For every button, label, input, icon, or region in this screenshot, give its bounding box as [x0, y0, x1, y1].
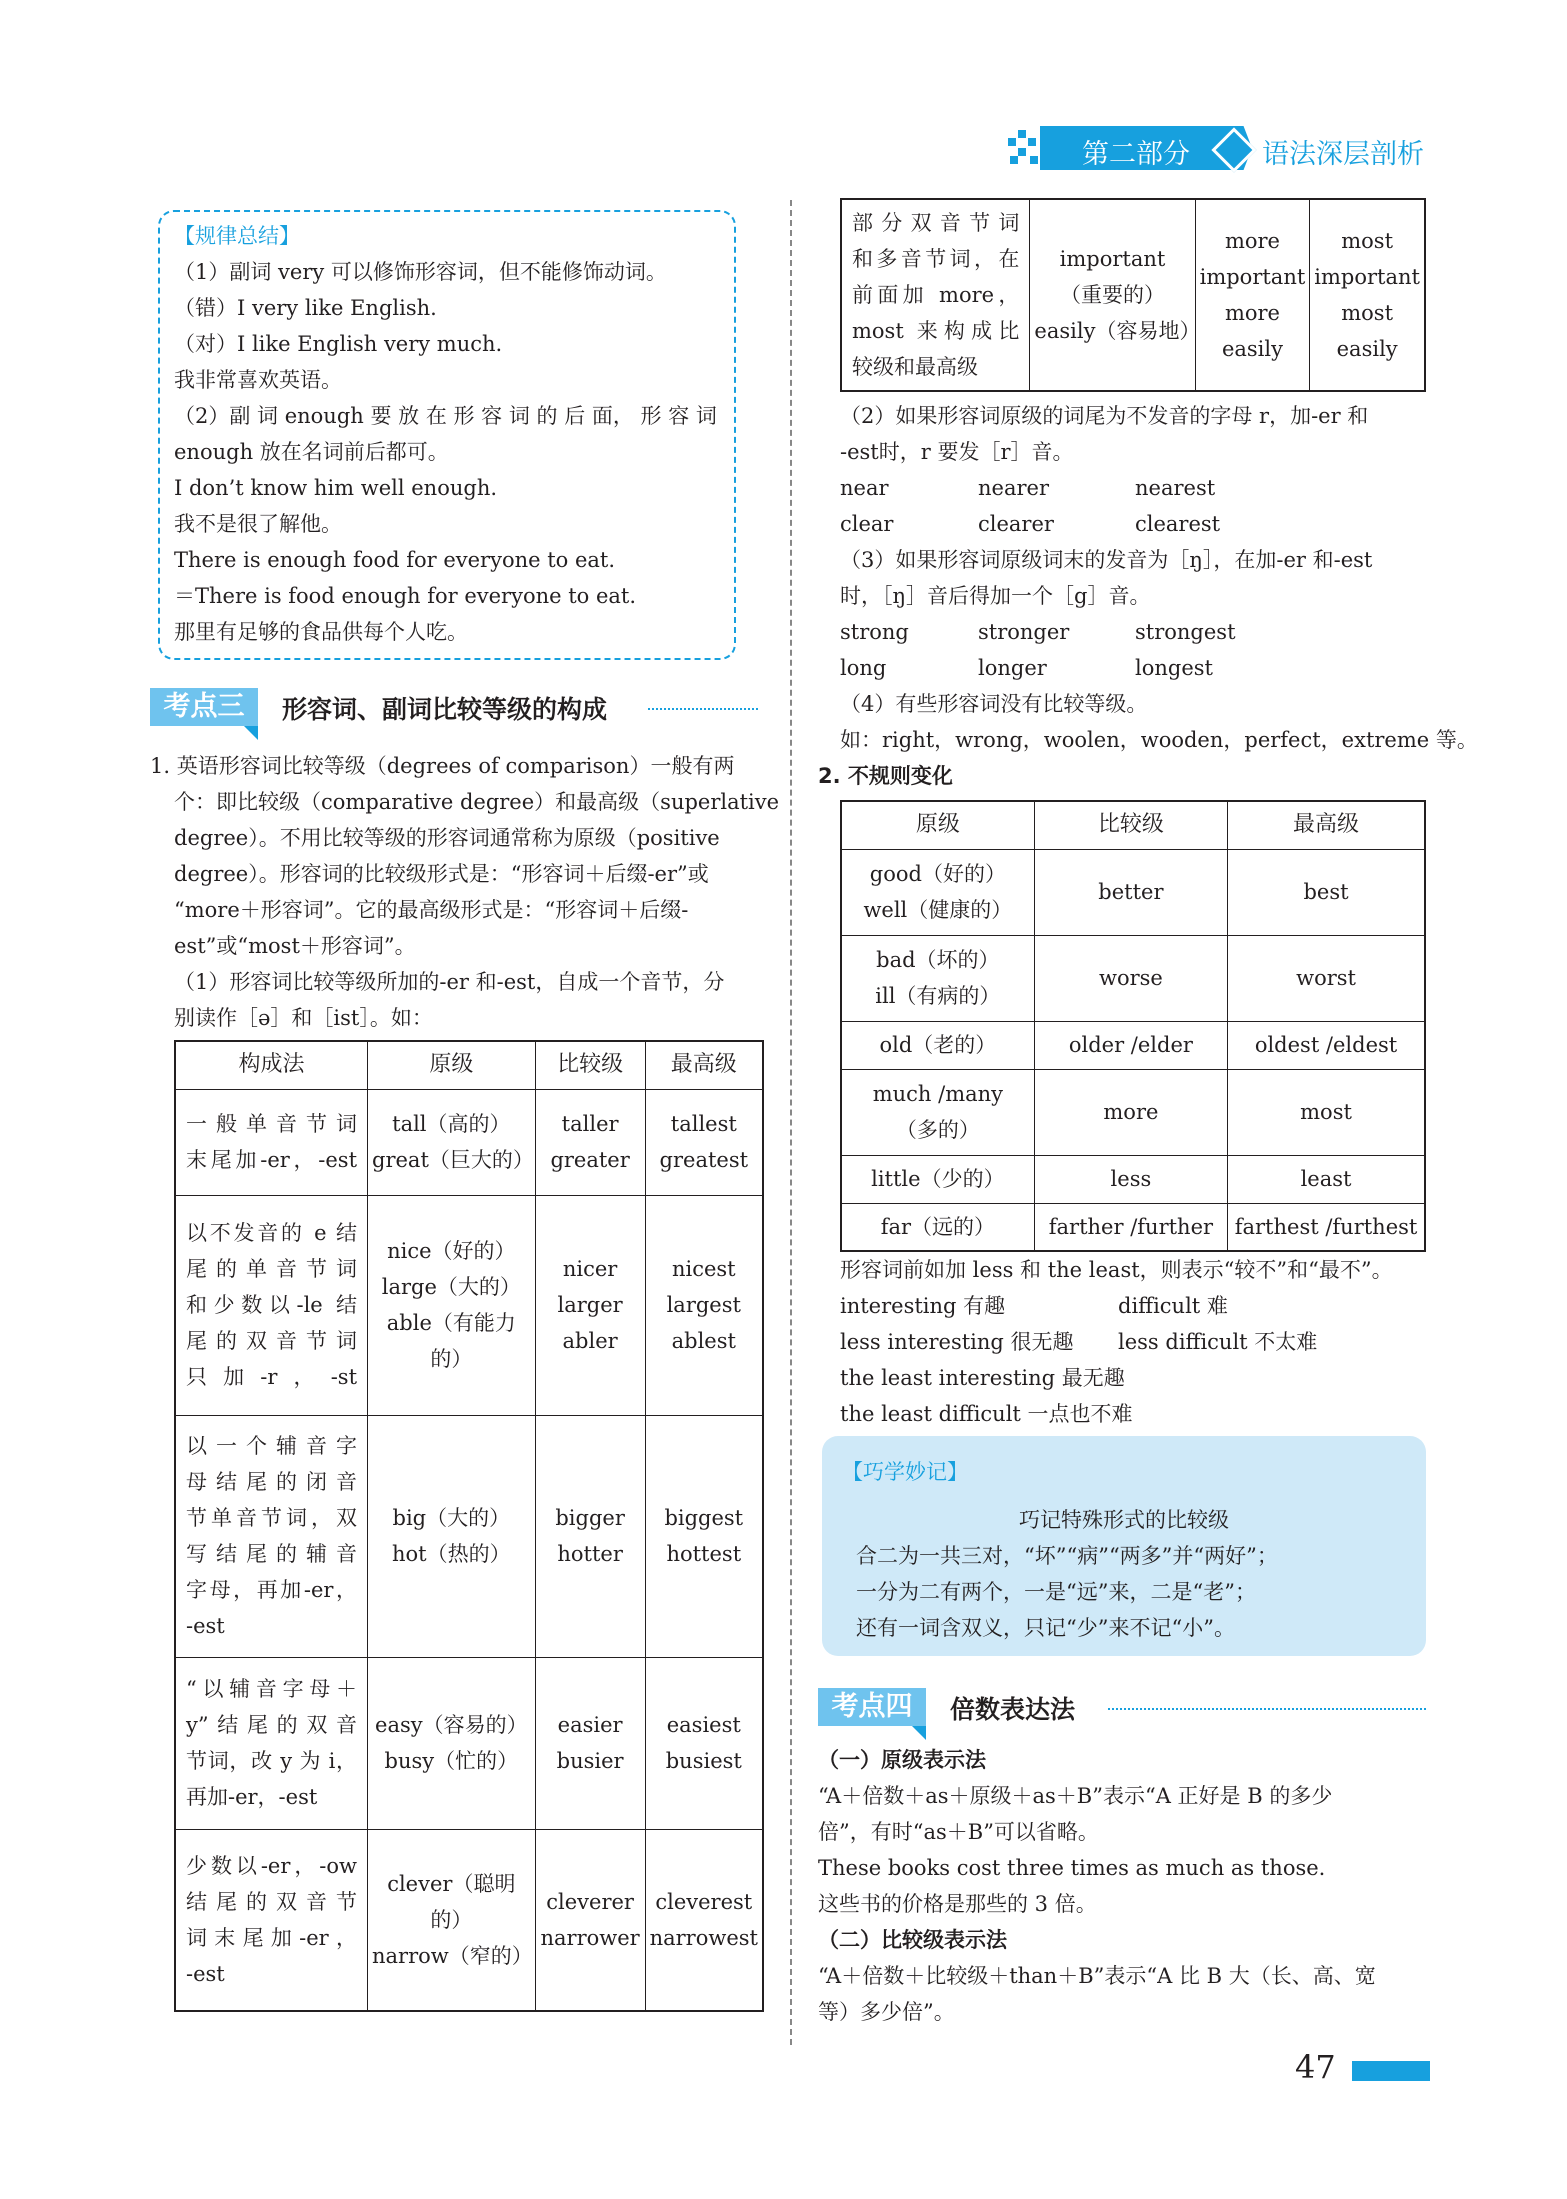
comparative-cell: more	[1034, 1069, 1227, 1155]
table-row	[841, 1155, 1425, 1203]
table-row	[841, 199, 1425, 391]
cell-text: tall（高的）	[392, 1112, 511, 1136]
table-header-cell: 原级	[841, 801, 1034, 849]
cell-text: 少数以-er，-ow	[186, 1853, 358, 1878]
cell-text: 再加-er，-est	[186, 1785, 318, 1809]
irregular-table	[840, 800, 1426, 1252]
word: the least difficult 一点也不难	[840, 1402, 1133, 1426]
cell-text: 词末尾加-er，	[186, 1925, 358, 1950]
table-row	[175, 1657, 763, 1829]
cell-text: good（好的）	[869, 862, 1006, 886]
cell-text: larger	[557, 1293, 623, 1317]
cell-text: easily	[1221, 337, 1283, 361]
memo-title: 巧记特殊形式的比较级	[1019, 1508, 1229, 1532]
kaodian4-tag: 考点四	[818, 1688, 926, 1726]
paragraph-line: These books cost three times as much as those.	[818, 1856, 1326, 1880]
paragraph-line: 形容词前如加 less 和 the least，则表示“较不”和“最不”。	[840, 1258, 1393, 1282]
word: longest	[1135, 656, 1213, 680]
cell-text: easiest	[666, 1713, 741, 1737]
positive-cell	[841, 1021, 1034, 1069]
cell-text: far（远的）	[880, 1214, 996, 1239]
cell-text: 和多音节词，在	[852, 247, 1020, 271]
cell-text: narrower	[540, 1925, 640, 1950]
cell-text: easily	[1336, 337, 1398, 361]
table-header-row	[175, 1041, 763, 1089]
table-row	[841, 935, 1425, 1021]
cell-text: （多的）	[895, 1118, 980, 1142]
method-cell	[175, 1829, 368, 2011]
cell-text: 以一个辅音字	[186, 1434, 358, 1458]
paragraph-line: 1. 英语形容词比较等级（degrees of comparison）一般有两	[150, 754, 735, 778]
rule-line: 我非常喜欢英语。	[174, 368, 342, 392]
superlative-cell	[645, 1089, 763, 1195]
cell-text: -est	[186, 1961, 225, 1986]
cell-text: busy（忙的）	[384, 1749, 519, 1773]
cell-text: 字母，再加-er，	[186, 1578, 358, 1602]
positive-cell	[841, 1155, 1034, 1203]
paragraph-line: 时，［ŋ］音后得加一个［g］音。	[840, 584, 1151, 608]
cell-text: easily（容易地）	[1034, 319, 1201, 343]
rule-line: （错）I very like English.	[174, 296, 437, 320]
word: clear	[840, 512, 894, 536]
word: the least interesting 最无趣	[840, 1366, 1125, 1390]
positive-cell	[841, 1069, 1034, 1155]
table-row	[841, 849, 1425, 935]
cell-text: nicer	[562, 1257, 618, 1281]
table-header-cell: 原级	[368, 1041, 536, 1089]
positive-cell	[1030, 199, 1201, 391]
table-row	[841, 1069, 1425, 1155]
paragraph-line: “A＋倍数＋as＋原级＋as＋B”表示“A 正好是 B 的多少	[818, 1784, 1333, 1808]
superlative-cell: farthest /furthest	[1228, 1203, 1425, 1251]
cell-text: narrowest	[649, 1925, 758, 1950]
superlative-cell: worst	[1228, 935, 1425, 1021]
superlative-cell	[645, 1829, 763, 2011]
cell-text: little（少的）	[871, 1167, 1005, 1191]
header-title: 语法深层剖析	[1262, 139, 1424, 170]
cell-text: easy（容易的）	[375, 1713, 528, 1737]
paragraph-line: （4）有些形容词没有比较等级。	[840, 692, 1148, 716]
cell-text: taller	[561, 1112, 619, 1136]
cell-text: ill（有病的）	[875, 984, 1001, 1008]
word: difficult 难	[1118, 1294, 1228, 1318]
cell-text: 只加-r，-st	[186, 1365, 358, 1389]
rule-line: ＝There is food enough for everyone to eat.	[174, 584, 637, 608]
word: stronger	[978, 620, 1070, 644]
superlative-cell	[1310, 199, 1425, 391]
table-row	[175, 1195, 763, 1415]
cell-text: 一般单音节词	[186, 1112, 358, 1136]
paragraph-line: est”或“most＋形容词”。	[174, 934, 416, 958]
cell-text: 末尾加-er，-est	[186, 1148, 358, 1172]
page-number-bar	[1352, 2061, 1430, 2081]
positive-cell	[368, 1657, 536, 1829]
paragraph-line: “more＋形容词”。它的最高级形式是：“形容词＋后缀-	[174, 898, 689, 922]
paragraph-line: 等）多少倍”。	[818, 2000, 955, 2024]
method-cell	[175, 1415, 368, 1657]
header-part: 第二部分	[1082, 139, 1190, 170]
paragraph-line: （1）形容词比较等级所加的-er 和-est，自成一个音节，分	[174, 970, 725, 994]
cell-text: 节单音节词，双	[186, 1506, 358, 1530]
table-header-row	[841, 801, 1425, 849]
comparative-cell: farther /further	[1034, 1203, 1227, 1251]
method-cell	[175, 1195, 368, 1415]
cell-text: 写结尾的辅音	[186, 1542, 358, 1566]
irregular-heading: 2. 不规则变化	[818, 764, 953, 788]
rule-line: （1）副词 very 可以修饰形容词，但不能修饰动词。	[174, 260, 667, 284]
positive-cell	[841, 935, 1034, 1021]
cell-text: hot（热的）	[392, 1542, 511, 1566]
table-header-cell: 比较级	[535, 1041, 645, 1089]
comparative-cell: better	[1034, 849, 1227, 935]
cell-text: greater	[550, 1148, 630, 1172]
superlative-cell	[645, 1657, 763, 1829]
cell-text: 尾的单音节词	[186, 1257, 358, 1281]
rule-summary-title: 【规律总结】	[174, 224, 300, 248]
cell-text: 部分双音节词	[852, 211, 1020, 235]
cell-text: greatest	[659, 1148, 749, 1172]
paragraph-line: 这些书的价格是那些的 3 倍。	[818, 1892, 1097, 1916]
cell-text: important	[1059, 247, 1166, 271]
superlative-cell: best	[1228, 849, 1425, 935]
cell-text: cleverest	[655, 1889, 753, 1914]
kaodian4-title: 倍数表达法	[950, 1695, 1076, 1724]
cell-text: most 来构成比	[852, 319, 1020, 343]
word: longer	[978, 656, 1047, 680]
cell-text: 母结尾的闭音	[186, 1470, 358, 1494]
column-divider	[790, 200, 792, 2045]
cell-text: busier	[556, 1749, 624, 1773]
cell-text: great（巨大的）	[372, 1148, 534, 1172]
positive-cell	[368, 1195, 536, 1415]
comparative-cell: worse	[1034, 935, 1227, 1021]
positive-cell	[841, 849, 1034, 935]
comparative-cell: less	[1034, 1155, 1227, 1203]
page-number: 47	[1295, 2048, 1336, 2086]
word: clearer	[978, 512, 1054, 536]
cell-text: busiest	[665, 1749, 742, 1773]
cell-text: hottest	[666, 1542, 742, 1566]
cell-text: 前面加 more，	[852, 283, 1020, 307]
word: clearest	[1135, 512, 1221, 536]
positive-cell	[841, 1203, 1034, 1251]
cell-text: clever（聪明的）	[387, 1871, 516, 1932]
cell-text: nicest	[671, 1257, 736, 1281]
rule-line: enough 放在名词前后都可。	[174, 440, 449, 464]
cell-text: 较级和最高级	[852, 355, 978, 379]
cell-text: important	[1199, 265, 1306, 289]
method-cell	[175, 1089, 368, 1195]
comparative-cell	[535, 1089, 645, 1195]
table-row	[841, 1021, 1425, 1069]
cell-text: bigger	[555, 1506, 625, 1530]
cell-text: important	[1314, 265, 1420, 289]
cell-text: tallest	[670, 1112, 737, 1136]
word: nearer	[978, 476, 1049, 500]
kaodian4-dots	[1108, 1708, 1426, 1710]
kaodian3-tag: 考点三	[150, 688, 258, 726]
cell-text: able（有能力的）	[386, 1311, 516, 1371]
table-header-cell: 最高级	[1228, 801, 1425, 849]
memo-line: 一分为二有两个，一是“远”来，二是“老”；	[856, 1580, 1256, 1604]
cell-text: hotter	[557, 1542, 623, 1566]
table-header-cell: 最高级	[645, 1041, 763, 1089]
paragraph-line: -est时，r 要发［r］音。	[840, 440, 1074, 464]
cell-text: “以辅音字母＋	[186, 1677, 358, 1701]
comparative-cell: older /elder	[1034, 1021, 1227, 1069]
comparison-table	[174, 1040, 764, 2012]
word: interesting 有趣	[840, 1294, 1006, 1318]
positive-cell	[368, 1415, 536, 1657]
paragraph-line: degree）。形容词的比较级形式是：“形容词＋后缀-er”或	[174, 862, 709, 886]
section-er-heading: （二）比较级表示法	[818, 1928, 1007, 1952]
cell-text: narrow（窄的）	[372, 1943, 533, 1968]
cell-text: -est	[186, 1614, 225, 1638]
cell-text: much /many	[872, 1082, 1004, 1106]
comparative-cell	[1195, 199, 1310, 391]
method-cell	[841, 199, 1030, 391]
cell-text: 尾的双音节词	[186, 1329, 358, 1353]
cell-text: largest	[666, 1293, 741, 1317]
superlative-cell: most	[1228, 1069, 1425, 1155]
rule-line: （对）I like English very much.	[174, 332, 503, 356]
cell-text: 和少数以-le 结	[186, 1293, 358, 1317]
paragraph-line: degree）。不用比较等级的形容词通常称为原级（positive	[174, 826, 720, 850]
cell-text: most	[1341, 229, 1394, 253]
rule-line: （2）副 词 enough 要 放 在 形 容 词 的 后 面， 形 容 词	[174, 404, 717, 428]
kaodian3-title: 形容词、副词比较等级的构成	[282, 695, 608, 724]
cell-text: 以不发音的 e 结	[186, 1221, 358, 1245]
positive-cell	[368, 1089, 536, 1195]
memo-tag: 【巧学妙记】	[842, 1460, 968, 1484]
paragraph-line: 倍”，有时“as＋B”可以省略。	[818, 1820, 1099, 1844]
paragraph-line: 个：即比较级（comparative degree）和最高级（superlative	[174, 790, 780, 814]
cell-text: abler	[562, 1329, 618, 1353]
comparative-cell	[535, 1657, 645, 1829]
paragraph-line: 别读作［ə］和［ist］。如：	[174, 1006, 433, 1030]
rule-line: 那里有足够的食品供每个人吃。	[174, 620, 468, 644]
paragraph-line: （3）如果形容词原级词末的发音为［ŋ］，在加-er 和-est	[840, 548, 1373, 572]
cell-text: old（老的）	[879, 1033, 997, 1057]
memo-line: 还有一词含双义，只记“少”来不记“小”。	[856, 1616, 1235, 1640]
section-yi-heading: （一）原级表示法	[818, 1748, 986, 1772]
rule-line: There is enough food for everyone to eat.	[174, 548, 616, 572]
word: less interesting 很无趣	[840, 1330, 1074, 1354]
paragraph-line: 如：right，wrong，woolen，wooden，perfect，extreme 等。	[840, 728, 1478, 752]
cell-text: large（大的）	[381, 1275, 521, 1299]
comparative-cell	[535, 1195, 645, 1415]
cell-text: well（健康的）	[863, 898, 1013, 922]
paragraph-line: “A＋倍数＋比较级＋than＋B”表示“A 比 B 大（长、高、宽	[818, 1964, 1376, 1988]
table-row	[175, 1829, 763, 2011]
kaodian3-dots	[648, 708, 758, 710]
comparative-cell	[535, 1829, 645, 2011]
table-row	[841, 1203, 1425, 1251]
superlative-cell: oldest /eldest	[1228, 1021, 1425, 1069]
cell-text: ablest	[671, 1329, 736, 1353]
cell-text: cleverer	[546, 1889, 634, 1914]
cell-text: most	[1341, 301, 1394, 325]
table-header-cell: 构成法	[175, 1041, 368, 1089]
superlative-cell	[645, 1415, 763, 1657]
table-row	[175, 1089, 763, 1195]
cell-text: biggest	[664, 1506, 744, 1530]
cell-text: （重要的）	[1060, 283, 1166, 307]
word: less difficult 不太难	[1118, 1330, 1318, 1354]
memo-line: 合二为一共三对，“坏”“病”“两多”并“两好”；	[856, 1544, 1278, 1568]
cell-text: bad（坏的）	[876, 948, 1000, 972]
cell-text: 结尾的双音节	[186, 1889, 358, 1914]
superlative-cell	[645, 1195, 763, 1415]
cell-text: 节词，改 y 为 i，	[186, 1749, 358, 1773]
comparative-cell	[535, 1415, 645, 1657]
method-cell	[175, 1657, 368, 1829]
word: strong	[840, 620, 909, 644]
continued-comparison-table	[840, 198, 1426, 392]
positive-cell	[368, 1829, 536, 2011]
cell-text: more	[1224, 301, 1280, 325]
cell-text: y”结尾的双音	[186, 1713, 358, 1737]
superlative-cell: least	[1228, 1155, 1425, 1203]
cell-text: big（大的）	[392, 1506, 511, 1530]
word: near	[840, 476, 889, 500]
rule-line: I don’t know him well enough.	[174, 476, 498, 500]
table-row	[175, 1415, 763, 1657]
rule-line: 我不是很了解他。	[174, 512, 342, 536]
cell-text: nice（好的）	[387, 1239, 516, 1263]
table-header-cell: 比较级	[1034, 801, 1227, 849]
paragraph-line: （2）如果形容词原级的词尾为不发音的字母 r，加-er 和	[840, 404, 1369, 428]
word: nearest	[1135, 476, 1216, 500]
cell-text: more	[1224, 229, 1280, 253]
word: long	[840, 656, 887, 680]
cell-text: easier	[557, 1713, 623, 1737]
word: strongest	[1135, 620, 1236, 644]
